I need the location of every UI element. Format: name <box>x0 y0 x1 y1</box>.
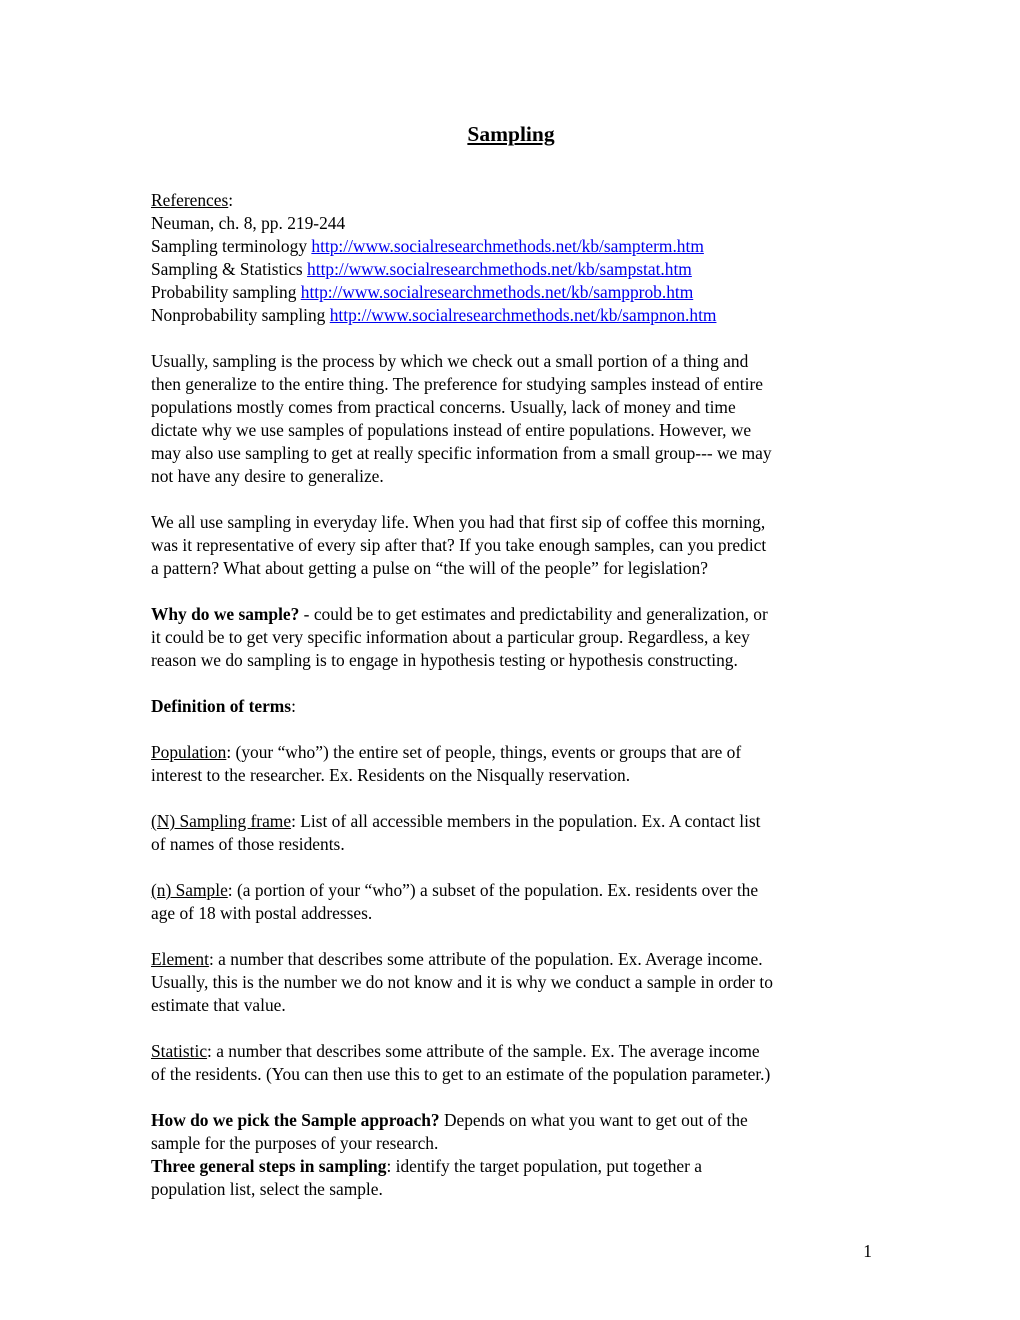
references-block <box>151 189 871 327</box>
reference-link[interactable]: http://www.socialresearchmethods.net/kb/sampstat.htm <box>307 259 692 279</box>
why-sample-heading: Why do we sample? <box>151 604 300 624</box>
reference-line: Nonprobability sampling http://www.socialresearchmethods.net/kb/sampnon.htm <box>151 305 717 325</box>
steps-paragraph: Three general steps in sampling: identify the target population, put together a population list, select the sample. <box>151 1156 702 1199</box>
reference-link[interactable]: http://www.socialresearchmethods.net/kb/sampprob.htm <box>300 282 694 302</box>
definitions-heading: Definition of terms <box>151 696 292 716</box>
definition-sampling-frame: (N) Sampling frame: List of all accessible members in the population. Ex. A contact list of names of those residents. <box>151 811 761 854</box>
approach-heading: How do we pick the Sample approach? <box>151 1110 440 1130</box>
reference-line: Sampling & Statistics http://www.socialresearchmethods.net/kb/sampstat.htm <box>151 259 692 279</box>
reference-line: Sampling terminology http://www.socialresearchmethods.net/kb/sampterm.htm <box>151 236 704 256</box>
page-title: Sampling <box>467 122 555 146</box>
intro-paragraph: Usually, sampling is the process by which we check out a small portion of a thing and then generalize to the entire thing. The preference for studying samples instead of entire populations mostly comes from practical concerns. Usually, lack of money and time dictate why we use samples of populations instead of entire populations. However, we may also use sampling to get at really specific information from a small group--- we may not have any desire to generalize. <box>151 351 772 486</box>
term-label: Population <box>151 742 227 762</box>
definition-statistic: Statistic: a number that describes some attribute of the sample. Ex. The average income of the residents. (You can then use this to get to an estimate of the population parameter.) <box>151 1041 771 1084</box>
reference-link[interactable]: http://www.socialresearchmethods.net/kb/sampnon.htm <box>329 305 717 325</box>
term-label: (N) Sampling frame <box>151 811 292 831</box>
definition-sample: (n) Sample: (a portion of your “who”) a subset of the population. Ex. residents over the age of 18 with postal addresses. <box>151 880 759 923</box>
steps-heading: Three general steps in sampling <box>151 1156 387 1176</box>
term-label: Statistic <box>151 1041 208 1061</box>
reference-link[interactable]: http://www.socialresearchmethods.net/kb/sampterm.htm <box>311 236 704 256</box>
reference-neuman: Neuman, ch. 8, pp. 219-244 <box>151 213 346 233</box>
definitions-heading-paragraph: Definition of terms: <box>151 696 296 716</box>
document-content <box>151 120 871 1224</box>
everyday-paragraph: We all use sampling in everyday life. When you had that first sip of coffee this morning, was it representative of every sip after that? If you take enough samples, can you predict a pattern? What about getting a pulse on “the will of the people” for legislation? <box>151 512 767 578</box>
why-sample-paragraph: Why do we sample? - could be to get estimates and predictability and generalization, or it could be to get very specific information about a particular group. Regardless, a key reason we do sampling is to engage in hypothesis testing or hypothesis constructing. <box>151 604 768 670</box>
approach-paragraph: How do we pick the Sample approach? Depends on what you want to get out of the sample for the purposes of your research. <box>151 1110 748 1153</box>
references-heading: References <box>151 190 229 210</box>
reference-line: Probability sampling http://www.socialresearchmethods.net/kb/sampprob.htm <box>151 282 694 302</box>
page-number: 1 <box>863 1241 872 1261</box>
definition-population: Population: (your “who”) the entire set of people, things, events or groups that are of interest to the researcher. Ex. Residents on the Nisqually reservation. <box>151 742 742 785</box>
term-label: Element <box>151 949 209 969</box>
references-heading-line: References: <box>151 190 234 210</box>
definition-element: Element: a number that describes some attribute of the population. Ex. Average income. Usually, this is the number we do not know and it is why we conduct a sample in order to estimate that value. <box>151 949 773 1015</box>
term-label: (n) Sample <box>151 880 228 900</box>
